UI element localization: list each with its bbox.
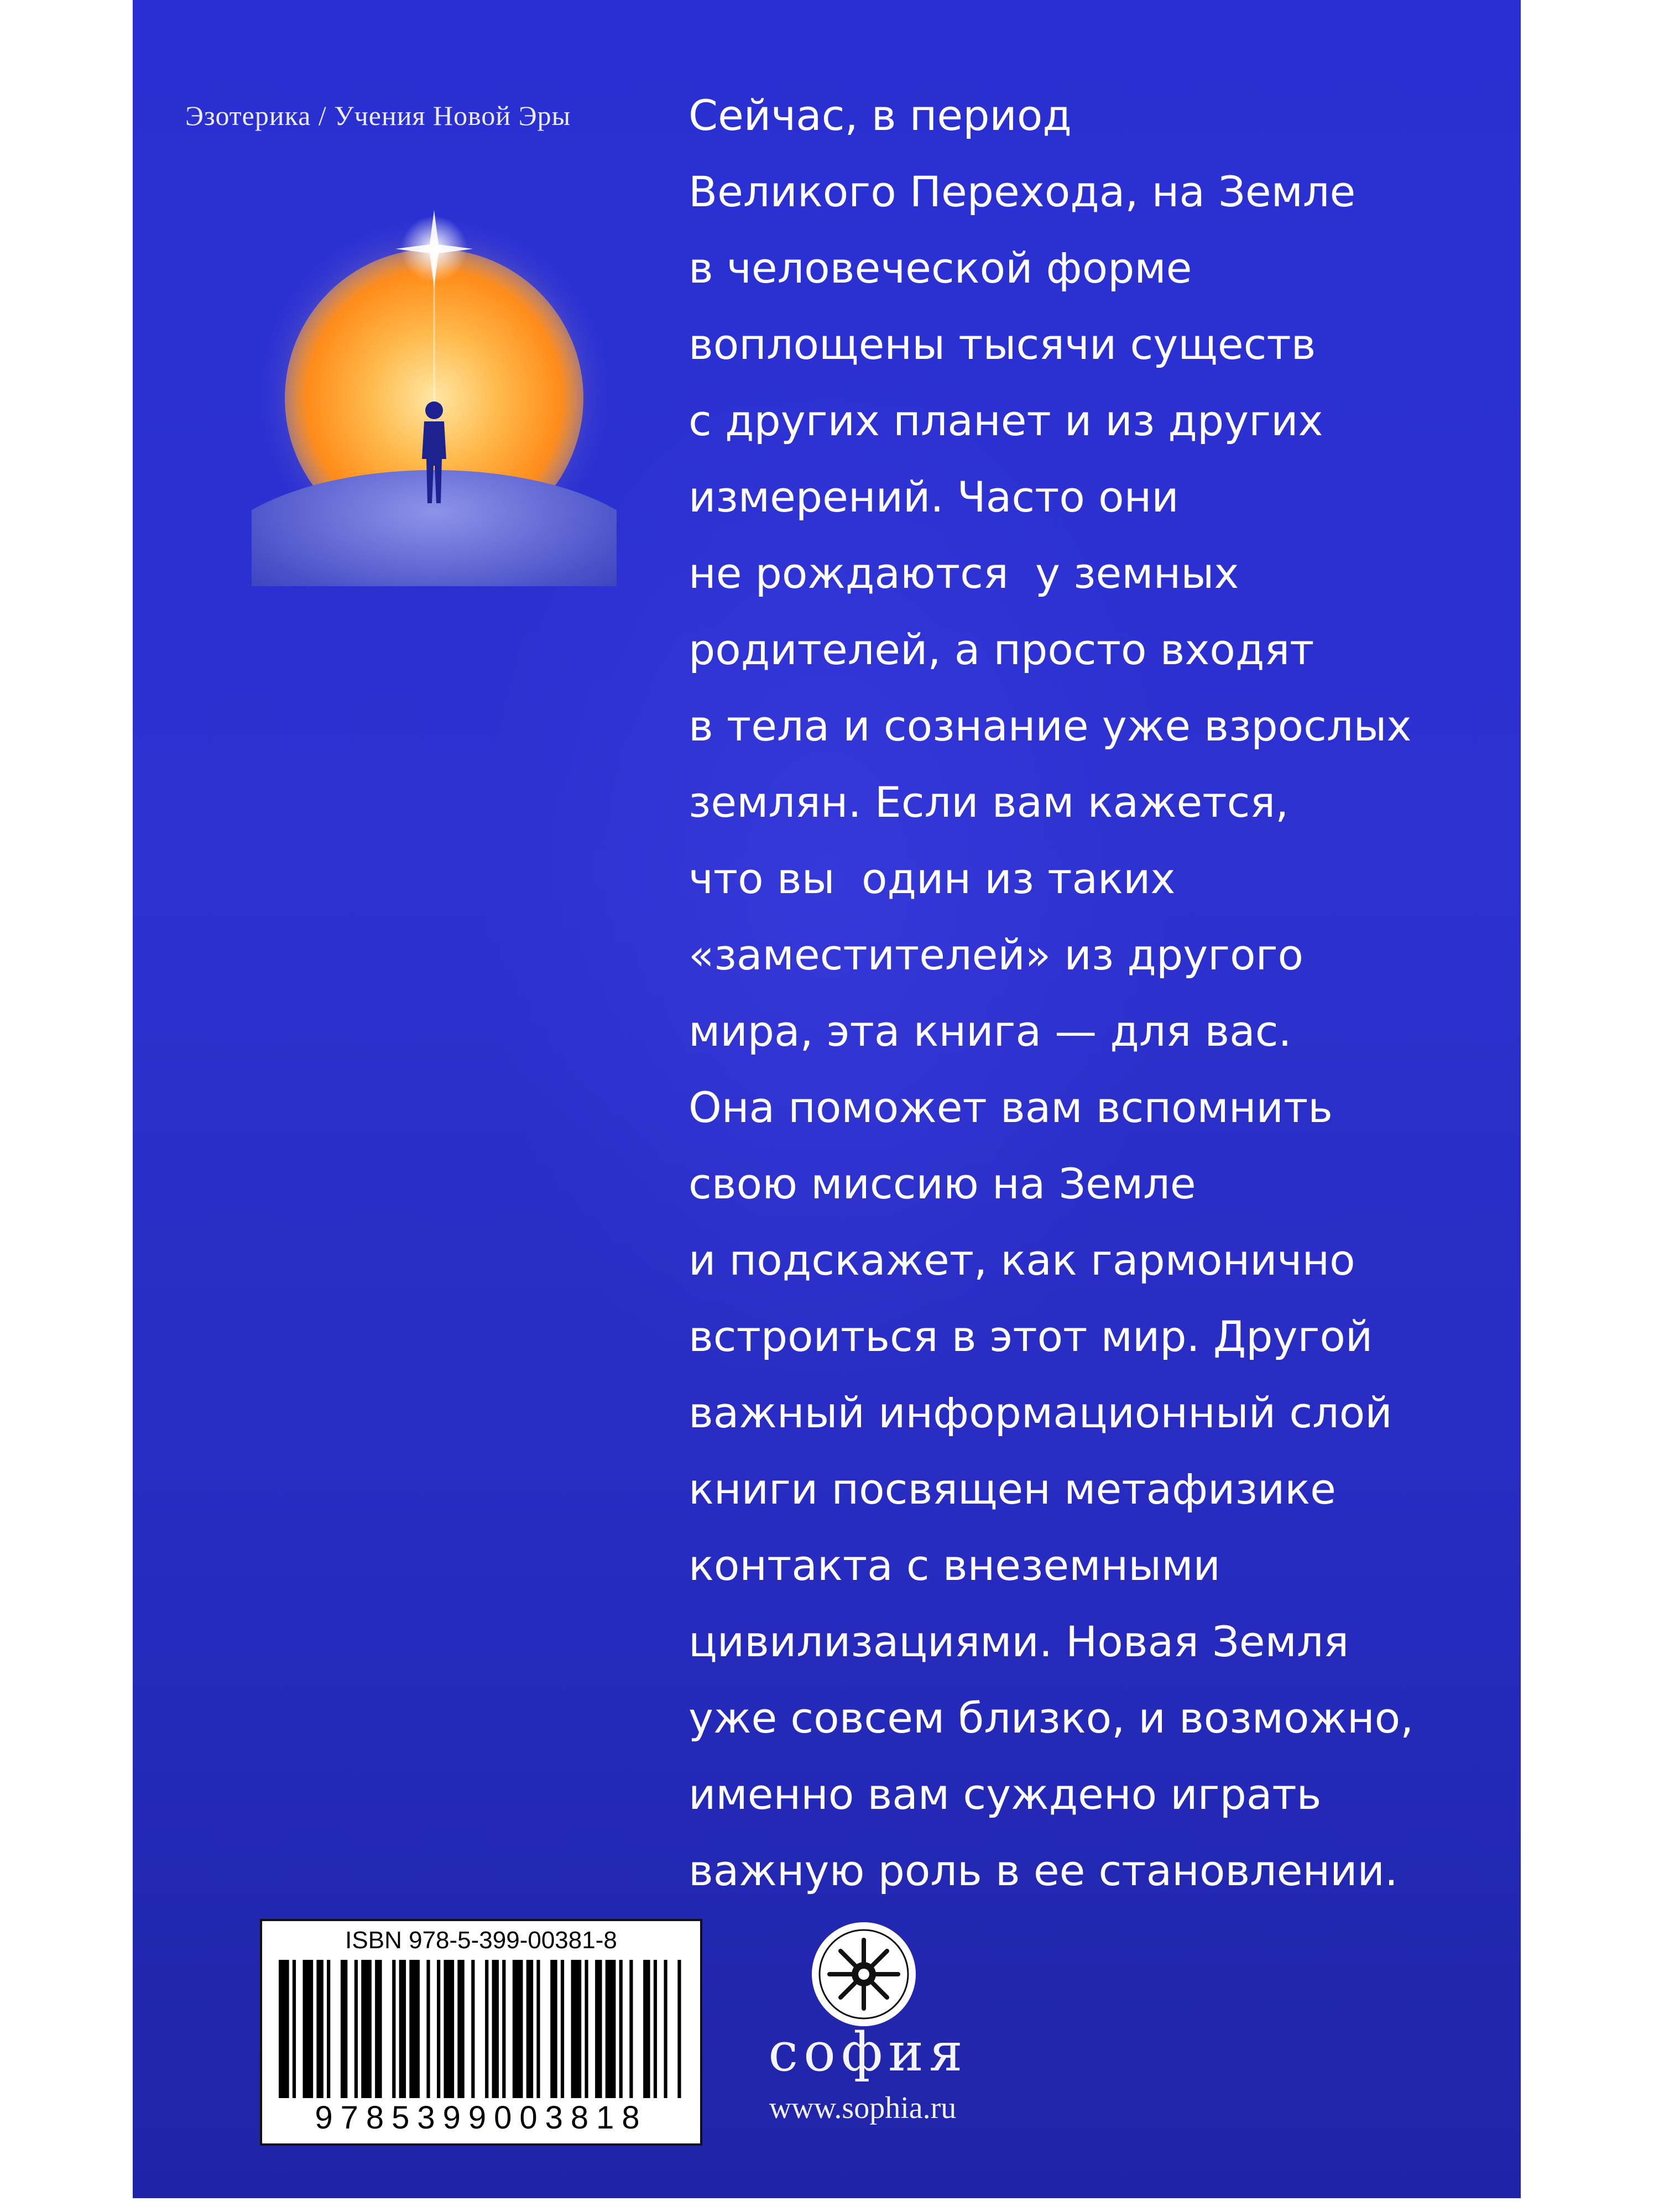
barcode-bar xyxy=(444,1960,454,2098)
blurb-line: в человеческой форме xyxy=(688,243,1192,293)
barcode-bar xyxy=(629,1960,633,2098)
barcode-bar xyxy=(399,1960,406,2098)
planet-horizon xyxy=(252,470,617,586)
barcode-bar xyxy=(361,1960,372,2098)
blurb-line: воплощены тысячи существ xyxy=(688,320,1316,369)
blurb-line: контакта с внеземными xyxy=(688,1541,1220,1590)
blurb-line: уже совсем близко, и возможно, xyxy=(688,1693,1414,1743)
barcode-bar xyxy=(354,1960,358,2098)
barcode-digits: 9785399003818 xyxy=(315,2100,648,2136)
blurb-line: именно вам суждено играть xyxy=(688,1770,1322,1819)
barcode-bar xyxy=(643,1960,650,2098)
barcode-bar xyxy=(550,1960,557,2098)
barcode-bar xyxy=(595,1960,602,2098)
barcode-bar xyxy=(664,1960,667,2098)
barcode-bar xyxy=(341,1960,347,2098)
blurb-line: не рождаются у земных xyxy=(688,549,1239,598)
blurb-line: Сейчас, в период xyxy=(688,91,1072,140)
isbn-barcode-box xyxy=(260,1919,702,2146)
isbn-label: ISBN 978-5-399-00381-8 xyxy=(345,1927,617,1954)
barcode-bar xyxy=(654,1960,657,2098)
blurb-text xyxy=(688,77,1490,1909)
blurb-line: измерений. Часто они xyxy=(688,472,1179,521)
barcode-bar xyxy=(485,1960,488,2098)
barcode-bar xyxy=(585,1960,588,2098)
barcode-bar xyxy=(303,1960,314,2098)
publisher-logo-icon xyxy=(808,1919,919,2030)
blurb-line: Она поможет вам вспомнить xyxy=(688,1083,1333,1132)
barcode-bar xyxy=(279,1960,289,2098)
barcode-graphic xyxy=(279,1960,688,2098)
book-back-cover xyxy=(133,0,1521,2198)
blurb-line: книги посвящен метафизике xyxy=(688,1464,1336,1514)
barcode-bar xyxy=(316,1960,323,2098)
barcode-bar xyxy=(526,1960,533,2098)
blurb-line: встроиться в этот мир. Другой xyxy=(688,1312,1373,1361)
barcode-bar xyxy=(513,1960,523,2098)
barcode-bar xyxy=(606,1960,616,2098)
barcode-bar xyxy=(327,1960,330,2098)
blurb-line: землян. Если вам кажется, xyxy=(688,778,1289,827)
barcode-bar xyxy=(426,1960,430,2098)
blurb-line: родителей, а просто входят xyxy=(688,625,1314,674)
barcode-bar xyxy=(409,1960,420,2098)
barcode-bar xyxy=(293,1960,296,2098)
barcode-bar xyxy=(471,1960,474,2098)
blurb-line: с других планет и из других xyxy=(688,396,1323,445)
barcode-bar xyxy=(536,1960,540,2098)
barcode-bar xyxy=(502,1960,505,2098)
barcode-bar xyxy=(375,1960,382,2098)
blurb-line: Великого Перехода, на Земле xyxy=(688,167,1356,216)
blurb-line: свою миссию на Земле xyxy=(688,1159,1196,1208)
barcode-bar xyxy=(619,1960,623,2098)
barcode-bar xyxy=(392,1960,395,2098)
publisher-name: софия xyxy=(768,2021,968,2083)
blurb-line: важный информационный слой xyxy=(688,1388,1392,1437)
blurb-line: важную роль в ее становлении. xyxy=(688,1846,1399,1895)
barcode-bar xyxy=(571,1960,582,2098)
barcode-bar xyxy=(677,1960,681,2098)
barcode-bar xyxy=(437,1960,440,2098)
barcode-bar xyxy=(492,1960,499,2098)
blurb-line: цивилизациями. Новая Земля xyxy=(688,1617,1349,1666)
blurb-line: и подскажет, как гармонично xyxy=(688,1235,1355,1285)
barcode-bar xyxy=(457,1960,464,2098)
blurb-line: что вы один из таких xyxy=(688,854,1176,903)
blurb-line: «заместителей» из другого xyxy=(688,930,1304,979)
publisher-url: www.sophia.ru xyxy=(769,2091,957,2125)
blurb-line: мира, эта книга — для вас. xyxy=(688,1006,1292,1056)
sun-figure-illustration xyxy=(252,210,617,586)
blurb-line: в тела и сознание уже взрослых xyxy=(688,701,1412,750)
category-label: Эзотерика / Учения Новой Эры xyxy=(185,100,571,131)
barcode-bar xyxy=(561,1960,564,2098)
